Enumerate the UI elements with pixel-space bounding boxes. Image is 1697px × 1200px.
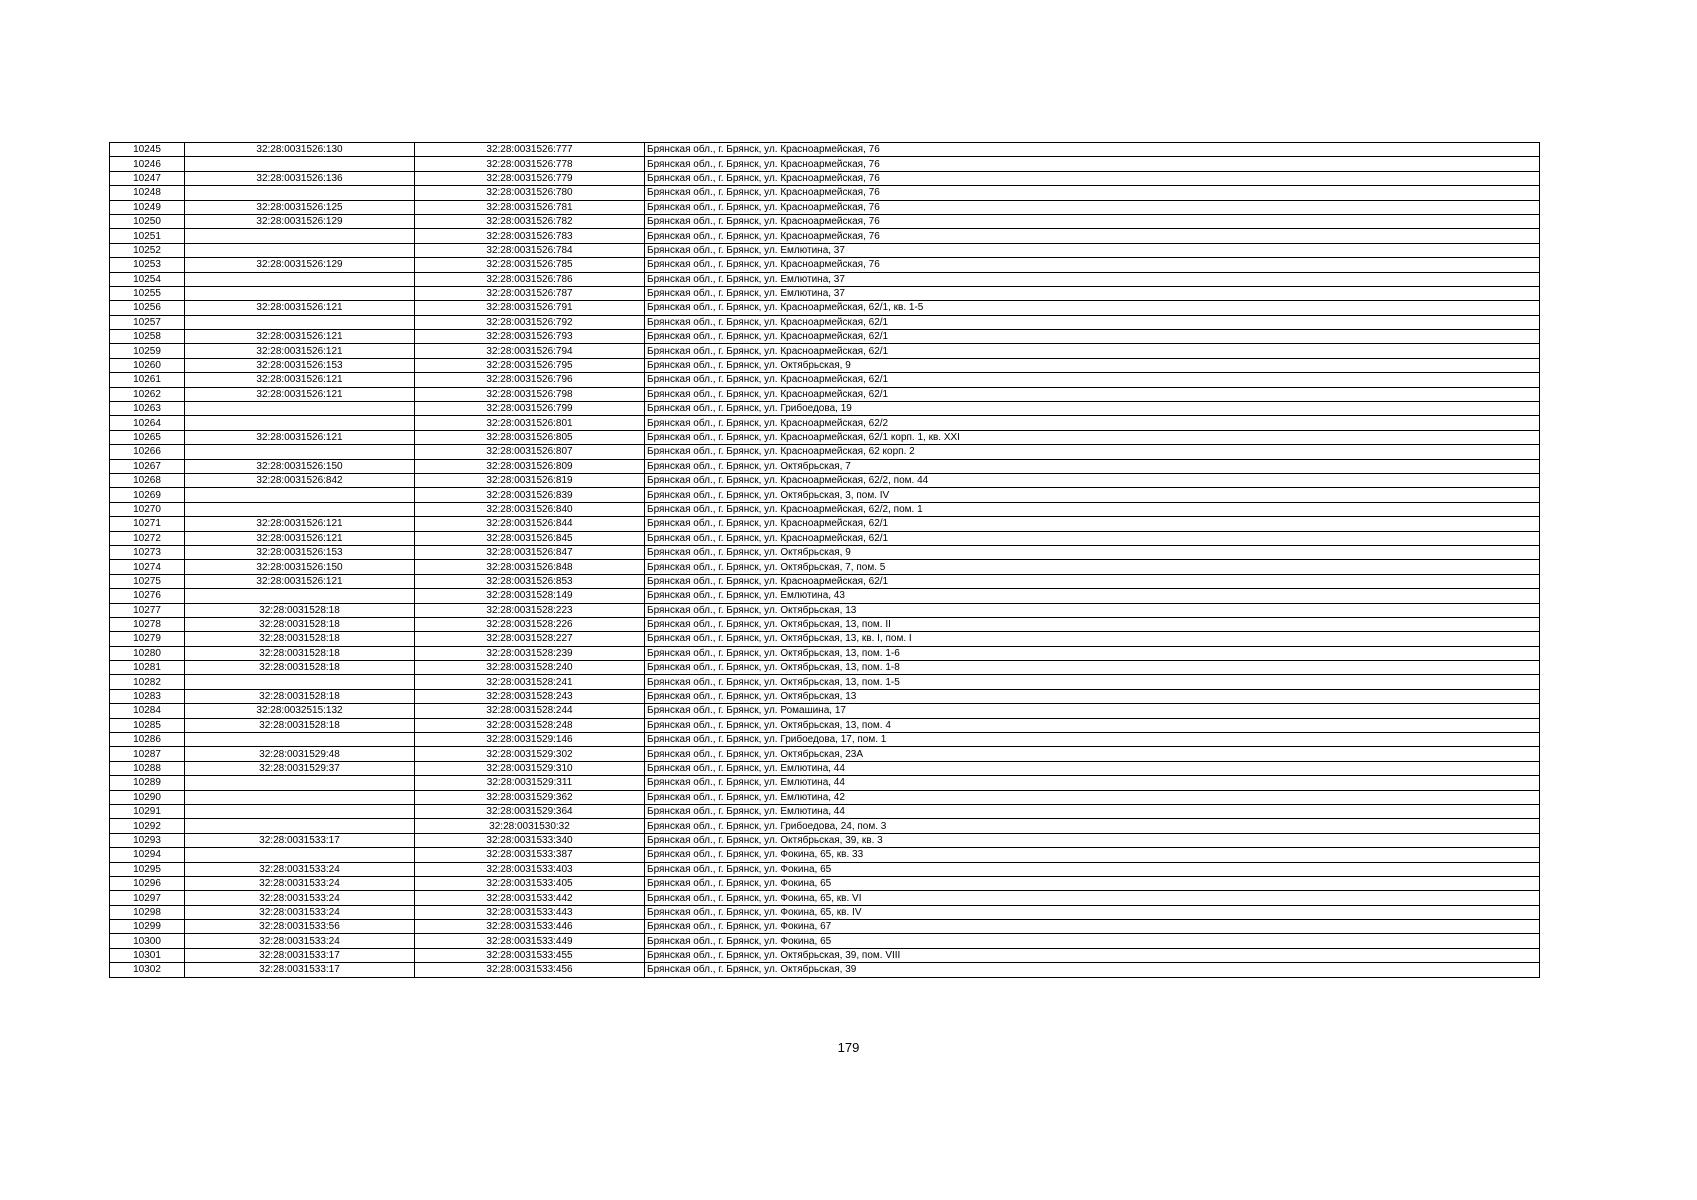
row-number-cell: 10289 [110, 776, 185, 790]
address-cell: Брянская обл., г. Брянск, ул. Октябрьская, 13, пом. 4 [645, 718, 1540, 732]
land-parcel-cadastral-cell [185, 776, 415, 790]
land-parcel-cadastral-cell: 32:28:0031533:24 [185, 934, 415, 948]
row-number-cell: 10268 [110, 473, 185, 487]
object-cadastral-number-cell: 32:28:0031526:807 [415, 445, 645, 459]
address-cell: Брянская обл., г. Брянск, ул. Красноармейская, 76 [645, 143, 1540, 157]
table-row [110, 301, 1540, 315]
row-number-cell: 10265 [110, 430, 185, 444]
address-cell: Брянская обл., г. Брянск, ул. Красноармейская, 62/1, кв. 1-5 [645, 301, 1540, 315]
row-number-cell: 10279 [110, 632, 185, 646]
object-cadastral-number-cell: 32:28:0031526:809 [415, 459, 645, 473]
row-number-cell: 10253 [110, 258, 185, 272]
address-cell: Брянская обл., г. Брянск, ул. Красноармейская, 76 [645, 200, 1540, 214]
object-cadastral-number-cell: 32:28:0031533:340 [415, 833, 645, 847]
object-cadastral-number-cell: 32:28:0031526:791 [415, 301, 645, 315]
row-number-cell: 10247 [110, 171, 185, 185]
row-number-cell: 10295 [110, 862, 185, 876]
row-number-cell: 10251 [110, 229, 185, 243]
row-number-cell: 10255 [110, 286, 185, 300]
address-cell: Брянская обл., г. Брянск, ул. Красноармейская, 62/1 [645, 531, 1540, 545]
land-parcel-cadastral-cell: 32:28:0031533:17 [185, 963, 415, 977]
row-number-cell: 10246 [110, 157, 185, 171]
address-cell: Брянская обл., г. Брянск, ул. Октябрьская, 23А [645, 747, 1540, 761]
land-parcel-cadastral-cell: 32:28:0031526:121 [185, 344, 415, 358]
object-cadastral-number-cell: 32:28:0031533:449 [415, 934, 645, 948]
address-cell: Брянская обл., г. Брянск, ул. Фокина, 65, кв. 33 [645, 848, 1540, 862]
row-number-cell: 10298 [110, 905, 185, 919]
land-parcel-cadastral-cell [185, 589, 415, 603]
page-number: 179 [837, 1040, 860, 1055]
table-row [110, 200, 1540, 214]
row-number-cell: 10256 [110, 301, 185, 315]
object-cadastral-number-cell: 32:28:0031528:223 [415, 603, 645, 617]
address-cell: Брянская обл., г. Брянск, ул. Красноармейская, 62/1 [645, 373, 1540, 387]
object-cadastral-number-cell: 32:28:0031526:801 [415, 416, 645, 430]
table-row [110, 402, 1540, 416]
row-number-cell: 10283 [110, 689, 185, 703]
object-cadastral-number-cell: 32:28:0031528:248 [415, 718, 645, 732]
table-row [110, 790, 1540, 804]
object-cadastral-number-cell: 32:28:0031526:778 [415, 157, 645, 171]
land-parcel-cadastral-cell: 32:28:0031526:121 [185, 430, 415, 444]
row-number-cell: 10269 [110, 488, 185, 502]
row-number-cell: 10277 [110, 603, 185, 617]
object-cadastral-number-cell: 32:28:0031526:839 [415, 488, 645, 502]
land-parcel-cadastral-cell: 32:28:0031533:17 [185, 833, 415, 847]
object-cadastral-number-cell: 32:28:0031526:799 [415, 402, 645, 416]
land-parcel-cadastral-cell: 32:28:0031526:121 [185, 531, 415, 545]
row-number-cell: 10254 [110, 272, 185, 286]
table-row [110, 330, 1540, 344]
row-number-cell: 10250 [110, 214, 185, 228]
table-row [110, 920, 1540, 934]
object-cadastral-number-cell: 32:28:0031526:819 [415, 473, 645, 487]
row-number-cell: 10285 [110, 718, 185, 732]
object-cadastral-number-cell: 32:28:0031526:798 [415, 387, 645, 401]
table-row [110, 905, 1540, 919]
row-number-cell: 10273 [110, 545, 185, 559]
address-cell: Брянская обл., г. Брянск, ул. Красноармейская, 62 корп. 2 [645, 445, 1540, 459]
land-parcel-cadastral-cell [185, 445, 415, 459]
land-parcel-cadastral-cell: 32:28:0031529:48 [185, 747, 415, 761]
address-cell: Брянская обл., г. Брянск, ул. Красноармейская, 76 [645, 214, 1540, 228]
object-cadastral-number-cell: 32:28:0031526:777 [415, 143, 645, 157]
object-cadastral-number-cell: 32:28:0031526:795 [415, 358, 645, 372]
table-row [110, 531, 1540, 545]
address-cell: Брянская обл., г. Брянск, ул. Октябрьская, 7 [645, 459, 1540, 473]
row-number-cell: 10274 [110, 560, 185, 574]
address-cell: Брянская обл., г. Брянск, ул. Октябрьская, 13, пом. 1-8 [645, 661, 1540, 675]
object-cadastral-number-cell: 32:28:0031528:241 [415, 675, 645, 689]
address-cell: Брянская обл., г. Брянск, ул. Красноармейская, 62/1 [645, 315, 1540, 329]
address-cell: Брянская обл., г. Брянск, ул. Октябрьская, 7, пом. 5 [645, 560, 1540, 574]
table-row [110, 574, 1540, 588]
table-row [110, 258, 1540, 272]
address-cell: Брянская обл., г. Брянск, ул. Емлютина, 37 [645, 272, 1540, 286]
row-number-cell: 10301 [110, 948, 185, 962]
address-cell: Брянская обл., г. Брянск, ул. Грибоедова, 24, пом. 3 [645, 819, 1540, 833]
table-row [110, 430, 1540, 444]
land-parcel-cadastral-cell: 32:28:0031526:153 [185, 545, 415, 559]
address-cell: Брянская обл., г. Брянск, ул. Октябрьская, 39, кв. 3 [645, 833, 1540, 847]
address-cell: Брянская обл., г. Брянск, ул. Красноармейская, 76 [645, 258, 1540, 272]
address-cell: Брянская обл., г. Брянск, ул. Октябрьская, 39, пом. VIII [645, 948, 1540, 962]
table-row [110, 675, 1540, 689]
row-number-cell: 10264 [110, 416, 185, 430]
address-cell: Брянская обл., г. Брянск, ул. Красноармейская, 62/1 [645, 344, 1540, 358]
address-cell: Брянская обл., г. Брянск, ул. Грибоедова, 17, пом. 1 [645, 733, 1540, 747]
table-row [110, 560, 1540, 574]
address-cell: Брянская обл., г. Брянск, ул. Фокина, 65 [645, 876, 1540, 890]
table-row [110, 344, 1540, 358]
object-cadastral-number-cell: 32:28:0031529:311 [415, 776, 645, 790]
land-parcel-cadastral-cell: 32:28:0031528:18 [185, 632, 415, 646]
row-number-cell: 10259 [110, 344, 185, 358]
address-cell: Брянская обл., г. Брянск, ул. Октябрьская, 13, пом. 1-6 [645, 646, 1540, 660]
land-parcel-cadastral-cell: 32:28:0031533:24 [185, 876, 415, 890]
object-cadastral-number-cell: 32:28:0031530:32 [415, 819, 645, 833]
address-cell: Брянская обл., г. Брянск, ул. Красноармейская, 76 [645, 171, 1540, 185]
row-number-cell: 10275 [110, 574, 185, 588]
table-row [110, 459, 1540, 473]
land-parcel-cadastral-cell [185, 804, 415, 818]
land-parcel-cadastral-cell: 32:28:0031533:24 [185, 862, 415, 876]
table-row [110, 488, 1540, 502]
address-cell: Брянская обл., г. Брянск, ул. Фокина, 65, кв. VI [645, 891, 1540, 905]
row-number-cell: 10260 [110, 358, 185, 372]
land-parcel-cadastral-cell: 32:28:0031533:17 [185, 948, 415, 962]
row-number-cell: 10249 [110, 200, 185, 214]
table-row [110, 315, 1540, 329]
land-parcel-cadastral-cell: 32:28:0031526:121 [185, 373, 415, 387]
row-number-cell: 10299 [110, 920, 185, 934]
address-cell: Брянская обл., г. Брянск, ул. Красноармейская, 62/1 [645, 387, 1540, 401]
address-cell: Брянская обл., г. Брянск, ул. Красноармейская, 62/2, пом. 1 [645, 502, 1540, 516]
address-cell: Брянская обл., г. Брянск, ул. Красноармейская, 62/1 [645, 517, 1540, 531]
object-cadastral-number-cell: 32:28:0031533:405 [415, 876, 645, 890]
object-cadastral-number-cell: 32:28:0031526:845 [415, 531, 645, 545]
address-cell: Брянская обл., г. Брянск, ул. Октябрьская, 13 [645, 689, 1540, 703]
address-cell: Брянская обл., г. Брянск, ул. Октябрьская, 13, пом. 1-5 [645, 675, 1540, 689]
table-row [110, 502, 1540, 516]
table-row [110, 545, 1540, 559]
land-parcel-cadastral-cell: 32:28:0031528:18 [185, 689, 415, 703]
object-cadastral-number-cell: 32:28:0031533:403 [415, 862, 645, 876]
object-cadastral-number-cell: 32:28:0031526:840 [415, 502, 645, 516]
table-row [110, 603, 1540, 617]
address-cell: Брянская обл., г. Брянск, ул. Красноармейская, 76 [645, 229, 1540, 243]
address-cell: Брянская обл., г. Брянск, ул. Октябрьская, 13, пом. II [645, 617, 1540, 631]
object-cadastral-number-cell: 32:28:0031529:310 [415, 761, 645, 775]
land-parcel-cadastral-cell: 32:28:0031526:129 [185, 258, 415, 272]
row-number-cell: 10280 [110, 646, 185, 660]
table-row [110, 272, 1540, 286]
address-cell: Брянская обл., г. Брянск, ул. Октябрьская, 9 [645, 358, 1540, 372]
row-number-cell: 10267 [110, 459, 185, 473]
table-row [110, 819, 1540, 833]
land-parcel-cadastral-cell: 32:28:0031526:842 [185, 473, 415, 487]
row-number-cell: 10263 [110, 402, 185, 416]
row-number-cell: 10281 [110, 661, 185, 675]
object-cadastral-number-cell: 32:28:0031526:780 [415, 186, 645, 200]
row-number-cell: 10270 [110, 502, 185, 516]
table-row [110, 876, 1540, 890]
object-cadastral-number-cell: 32:28:0031533:446 [415, 920, 645, 934]
table-row [110, 358, 1540, 372]
object-cadastral-number-cell: 32:28:0031526:853 [415, 574, 645, 588]
table-row [110, 761, 1540, 775]
address-cell: Брянская обл., г. Брянск, ул. Октябрьская, 13 [645, 603, 1540, 617]
table-row [110, 243, 1540, 257]
object-cadastral-number-cell: 32:28:0031526:805 [415, 430, 645, 444]
table-row [110, 934, 1540, 948]
row-number-cell: 10261 [110, 373, 185, 387]
land-parcel-cadastral-cell [185, 502, 415, 516]
object-cadastral-number-cell: 32:28:0031528:239 [415, 646, 645, 660]
object-cadastral-number-cell: 32:28:0031526:848 [415, 560, 645, 574]
land-parcel-cadastral-cell [185, 416, 415, 430]
land-parcel-cadastral-cell: 32:28:0031528:18 [185, 646, 415, 660]
row-number-cell: 10296 [110, 876, 185, 890]
address-cell: Брянская обл., г. Брянск, ул. Ромашина, 17 [645, 704, 1540, 718]
object-cadastral-number-cell: 32:28:0031533:456 [415, 963, 645, 977]
object-cadastral-number-cell: 32:28:0031526:783 [415, 229, 645, 243]
row-number-cell: 10252 [110, 243, 185, 257]
land-parcel-cadastral-cell: 32:28:0031533:56 [185, 920, 415, 934]
land-parcel-cadastral-cell [185, 402, 415, 416]
land-parcel-cadastral-cell: 32:28:0031526:121 [185, 517, 415, 531]
address-cell: Брянская обл., г. Брянск, ул. Красноармейская, 76 [645, 186, 1540, 200]
land-parcel-cadastral-cell: 32:28:0031526:121 [185, 330, 415, 344]
object-cadastral-number-cell: 32:28:0031526:785 [415, 258, 645, 272]
table-row [110, 776, 1540, 790]
table-row [110, 833, 1540, 847]
land-parcel-cadastral-cell [185, 286, 415, 300]
object-cadastral-number-cell: 32:28:0031526:779 [415, 171, 645, 185]
address-cell: Брянская обл., г. Брянск, ул. Октябрьская, 13, кв. I, пом. I [645, 632, 1540, 646]
address-cell: Брянская обл., г. Брянск, ул. Емлютина, 44 [645, 804, 1540, 818]
row-number-cell: 10284 [110, 704, 185, 718]
table-row [110, 143, 1540, 157]
object-cadastral-number-cell: 32:28:0031528:227 [415, 632, 645, 646]
table-row [110, 646, 1540, 660]
address-cell: Брянская обл., г. Брянск, ул. Красноармейская, 62/1 [645, 330, 1540, 344]
table-row [110, 891, 1540, 905]
land-parcel-cadastral-cell [185, 488, 415, 502]
object-cadastral-number-cell: 32:28:0031528:243 [415, 689, 645, 703]
land-parcel-cadastral-cell [185, 790, 415, 804]
land-parcel-cadastral-cell [185, 186, 415, 200]
address-cell: Брянская обл., г. Брянск, ул. Красноармейская, 62/2 [645, 416, 1540, 430]
table-row [110, 171, 1540, 185]
table-row [110, 848, 1540, 862]
table-row [110, 517, 1540, 531]
land-parcel-cadastral-cell: 32:28:0031526:129 [185, 214, 415, 228]
table-row [110, 589, 1540, 603]
table-row [110, 445, 1540, 459]
address-cell: Брянская обл., г. Брянск, ул. Красноармейская, 62/2, пом. 44 [645, 473, 1540, 487]
address-cell: Брянская обл., г. Брянск, ул. Октябрьская, 3, пом. IV [645, 488, 1540, 502]
registry-table [109, 142, 1540, 978]
row-number-cell: 10276 [110, 589, 185, 603]
row-number-cell: 10278 [110, 617, 185, 631]
land-parcel-cadastral-cell [185, 229, 415, 243]
object-cadastral-number-cell: 32:28:0031529:362 [415, 790, 645, 804]
table-row [110, 632, 1540, 646]
land-parcel-cadastral-cell: 32:28:0031528:18 [185, 603, 415, 617]
address-cell: Брянская обл., г. Брянск, ул. Грибоедова, 19 [645, 402, 1540, 416]
address-cell: Брянская обл., г. Брянск, ул. Октябрьская, 9 [645, 545, 1540, 559]
land-parcel-cadastral-cell [185, 733, 415, 747]
object-cadastral-number-cell: 32:28:0031526:792 [415, 315, 645, 329]
land-parcel-cadastral-cell: 32:28:0031533:24 [185, 891, 415, 905]
registry-table-body [110, 143, 1540, 978]
object-cadastral-number-cell: 32:28:0031528:226 [415, 617, 645, 631]
land-parcel-cadastral-cell [185, 848, 415, 862]
table-row [110, 733, 1540, 747]
row-number-cell: 10290 [110, 790, 185, 804]
table-row [110, 617, 1540, 631]
land-parcel-cadastral-cell: 32:28:0031526:121 [185, 387, 415, 401]
row-number-cell: 10262 [110, 387, 185, 401]
table-row [110, 387, 1540, 401]
row-number-cell: 10272 [110, 531, 185, 545]
land-parcel-cadastral-cell: 32:28:0031528:18 [185, 617, 415, 631]
address-cell: Брянская обл., г. Брянск, ул. Емлютина, 37 [645, 286, 1540, 300]
row-number-cell: 10282 [110, 675, 185, 689]
land-parcel-cadastral-cell: 32:28:0031529:37 [185, 761, 415, 775]
object-cadastral-number-cell: 32:28:0031526:781 [415, 200, 645, 214]
address-cell: Брянская обл., г. Брянск, ул. Емлютина, 44 [645, 761, 1540, 775]
object-cadastral-number-cell: 32:28:0031526:794 [415, 344, 645, 358]
row-number-cell: 10287 [110, 747, 185, 761]
row-number-cell: 10292 [110, 819, 185, 833]
row-number-cell: 10245 [110, 143, 185, 157]
table-row [110, 804, 1540, 818]
table-row [110, 473, 1540, 487]
address-cell: Брянская обл., г. Брянск, ул. Емлютина, 37 [645, 243, 1540, 257]
object-cadastral-number-cell: 32:28:0031526:787 [415, 286, 645, 300]
table-row [110, 948, 1540, 962]
row-number-cell: 10297 [110, 891, 185, 905]
object-cadastral-number-cell: 32:28:0031533:455 [415, 948, 645, 962]
table-row [110, 373, 1540, 387]
table-row [110, 229, 1540, 243]
object-cadastral-number-cell: 32:28:0031528:240 [415, 661, 645, 675]
row-number-cell: 10293 [110, 833, 185, 847]
table-row [110, 214, 1540, 228]
row-number-cell: 10288 [110, 761, 185, 775]
row-number-cell: 10300 [110, 934, 185, 948]
object-cadastral-number-cell: 32:28:0031526:786 [415, 272, 645, 286]
address-cell: Брянская обл., г. Брянск, ул. Красноармейская, 76 [645, 157, 1540, 171]
row-number-cell: 10248 [110, 186, 185, 200]
table-row [110, 286, 1540, 300]
table-row [110, 661, 1540, 675]
address-cell: Брянская обл., г. Брянск, ул. Фокина, 67 [645, 920, 1540, 934]
address-cell: Брянская обл., г. Брянск, ул. Емлютина, 44 [645, 776, 1540, 790]
object-cadastral-number-cell: 32:28:0031529:302 [415, 747, 645, 761]
land-parcel-cadastral-cell: 32:28:0031526:150 [185, 560, 415, 574]
address-cell: Брянская обл., г. Брянск, ул. Фокина, 65 [645, 934, 1540, 948]
row-number-cell: 10257 [110, 315, 185, 329]
row-number-cell: 10302 [110, 963, 185, 977]
address-cell: Брянская обл., г. Брянск, ул. Емлютина, 42 [645, 790, 1540, 804]
object-cadastral-number-cell: 32:28:0031526:844 [415, 517, 645, 531]
object-cadastral-number-cell: 32:28:0031533:443 [415, 905, 645, 919]
row-number-cell: 10294 [110, 848, 185, 862]
land-parcel-cadastral-cell: 32:28:0031528:18 [185, 718, 415, 732]
object-cadastral-number-cell: 32:28:0031533:442 [415, 891, 645, 905]
object-cadastral-number-cell: 32:28:0031528:149 [415, 589, 645, 603]
land-parcel-cadastral-cell: 32:28:0032515:132 [185, 704, 415, 718]
object-cadastral-number-cell: 32:28:0031529:146 [415, 733, 645, 747]
land-parcel-cadastral-cell: 32:28:0031526:130 [185, 143, 415, 157]
object-cadastral-number-cell: 32:28:0031526:847 [415, 545, 645, 559]
address-cell: Брянская обл., г. Брянск, ул. Фокина, 65 [645, 862, 1540, 876]
address-cell: Брянская обл., г. Брянск, ул. Емлютина, 43 [645, 589, 1540, 603]
land-parcel-cadastral-cell [185, 157, 415, 171]
land-parcel-cadastral-cell: 32:28:0031526:121 [185, 301, 415, 315]
row-number-cell: 10266 [110, 445, 185, 459]
land-parcel-cadastral-cell [185, 243, 415, 257]
table-row [110, 963, 1540, 977]
land-parcel-cadastral-cell: 32:28:0031526:150 [185, 459, 415, 473]
object-cadastral-number-cell: 32:28:0031529:364 [415, 804, 645, 818]
land-parcel-cadastral-cell [185, 819, 415, 833]
table-row [110, 747, 1540, 761]
land-parcel-cadastral-cell [185, 675, 415, 689]
address-cell: Брянская обл., г. Брянск, ул. Красноармейская, 62/1 корп. 1, кв. XXI [645, 430, 1540, 444]
row-number-cell: 10258 [110, 330, 185, 344]
land-parcel-cadastral-cell: 32:28:0031526:125 [185, 200, 415, 214]
land-parcel-cadastral-cell [185, 315, 415, 329]
address-cell: Брянская обл., г. Брянск, ул. Красноармейская, 62/1 [645, 574, 1540, 588]
land-parcel-cadastral-cell: 32:28:0031526:153 [185, 358, 415, 372]
row-number-cell: 10286 [110, 733, 185, 747]
land-parcel-cadastral-cell: 32:28:0031526:121 [185, 574, 415, 588]
land-parcel-cadastral-cell [185, 272, 415, 286]
object-cadastral-number-cell: 32:28:0031526:796 [415, 373, 645, 387]
table-row [110, 689, 1540, 703]
object-cadastral-number-cell: 32:28:0031528:244 [415, 704, 645, 718]
table-row [110, 862, 1540, 876]
object-cadastral-number-cell: 32:28:0031533:387 [415, 848, 645, 862]
table-row [110, 718, 1540, 732]
land-parcel-cadastral-cell: 32:28:0031526:136 [185, 171, 415, 185]
address-cell: Брянская обл., г. Брянск, ул. Октябрьская, 39 [645, 963, 1540, 977]
land-parcel-cadastral-cell: 32:28:0031528:18 [185, 661, 415, 675]
table-row [110, 186, 1540, 200]
row-number-cell: 10271 [110, 517, 185, 531]
table-row [110, 416, 1540, 430]
object-cadastral-number-cell: 32:28:0031526:793 [415, 330, 645, 344]
land-parcel-cadastral-cell: 32:28:0031533:24 [185, 905, 415, 919]
table-row [110, 157, 1540, 171]
object-cadastral-number-cell: 32:28:0031526:782 [415, 214, 645, 228]
row-number-cell: 10291 [110, 804, 185, 818]
address-cell: Брянская обл., г. Брянск, ул. Фокина, 65, кв. IV [645, 905, 1540, 919]
table-row [110, 704, 1540, 718]
object-cadastral-number-cell: 32:28:0031526:784 [415, 243, 645, 257]
